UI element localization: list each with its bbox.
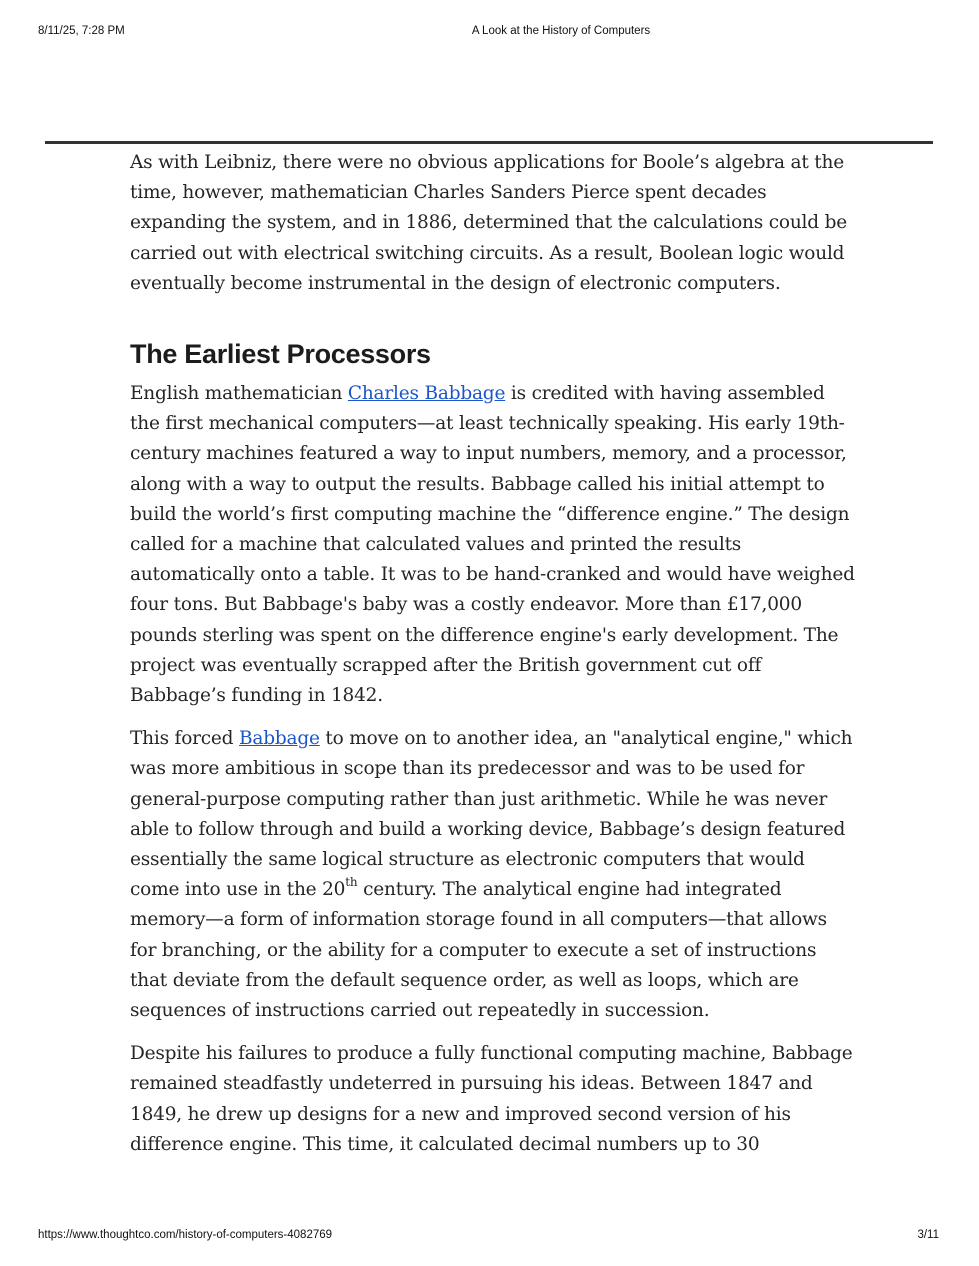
print-page-number: 3/11 (917, 1229, 939, 1241)
print-url: https://www.thoughtco.com/history-of-computers-4082769 (38, 1229, 333, 1241)
article-body (130, 148, 855, 1173)
charles-babbage-link[interactable]: Charles Babbage (347, 383, 506, 405)
paragraph-second-difference-engine: Despite his failures to produce a fully functional computing machine, Babbage remained steadfastly undeterred in pursuing his ideas. Between 1847 and 1849, he drew up designs for a new and improved second version of his difference engine. This time, it calculated decimal numbers up to 30 (130, 1043, 853, 1155)
babbage-link[interactable]: Babbage (239, 728, 320, 750)
print-datetime: 8/11/25, 7:28 PM (38, 25, 125, 37)
header-divider (45, 141, 933, 144)
section-heading: The Earliest Processors (130, 339, 431, 370)
paragraph-boolean-logic: As with Leibniz, there were no obvious applications for Boole’s algebra at the time, however, mathematician Charles Sanders Pierce spent decades expanding the system, and in 1886, determined that the calculations could be carried out with electrical switching circuits. As a result, Boolean logic would eventually become instrumental in the design of electronic computers. (130, 152, 847, 294)
print-page-title: A Look at the History of Computers (471, 25, 651, 37)
paragraph-babbage-difference-engine: English mathematician Charles Babbage is credited with having assembled the first mechanical computers—at least technically speaking. His early 19th-century machines featured a way to input numbers, memory, and a processor, along with a way to output the results. Babbage called his initial attempt to build the world’s first computing machine the “difference engine.” The design called for a machine that calculated values and printed the results automatically onto a table. It was to be hand-cranked and would have weighed four tons. But Babbage's baby was a costly endeavor. More than £17,000 pounds sterling was spent on the difference engine's early development. The project was eventually scrapped after the British government cut off Babbage’s funding in 1842. (130, 383, 855, 707)
paragraph-analytical-engine: This forced Babbage to move on to another idea, an "analytical engine," which was more ambitious in scope than its predecessor and was to be used for general-purpose computing rather than just arithmetic. While he was never able to follow through and build a working device, Babbage’s design featured essentially the same logical structure as electronic computers that would come into use in the 20th century. The analytical engine had integrated memory—a form of information storage found in all computers—that allows for branching, or the ability for a computer to execute a set of instructions that deviate from the default sequence order, as well as loops, which are sequences of instructions carried out repeatedly in succession. (130, 728, 853, 1022)
